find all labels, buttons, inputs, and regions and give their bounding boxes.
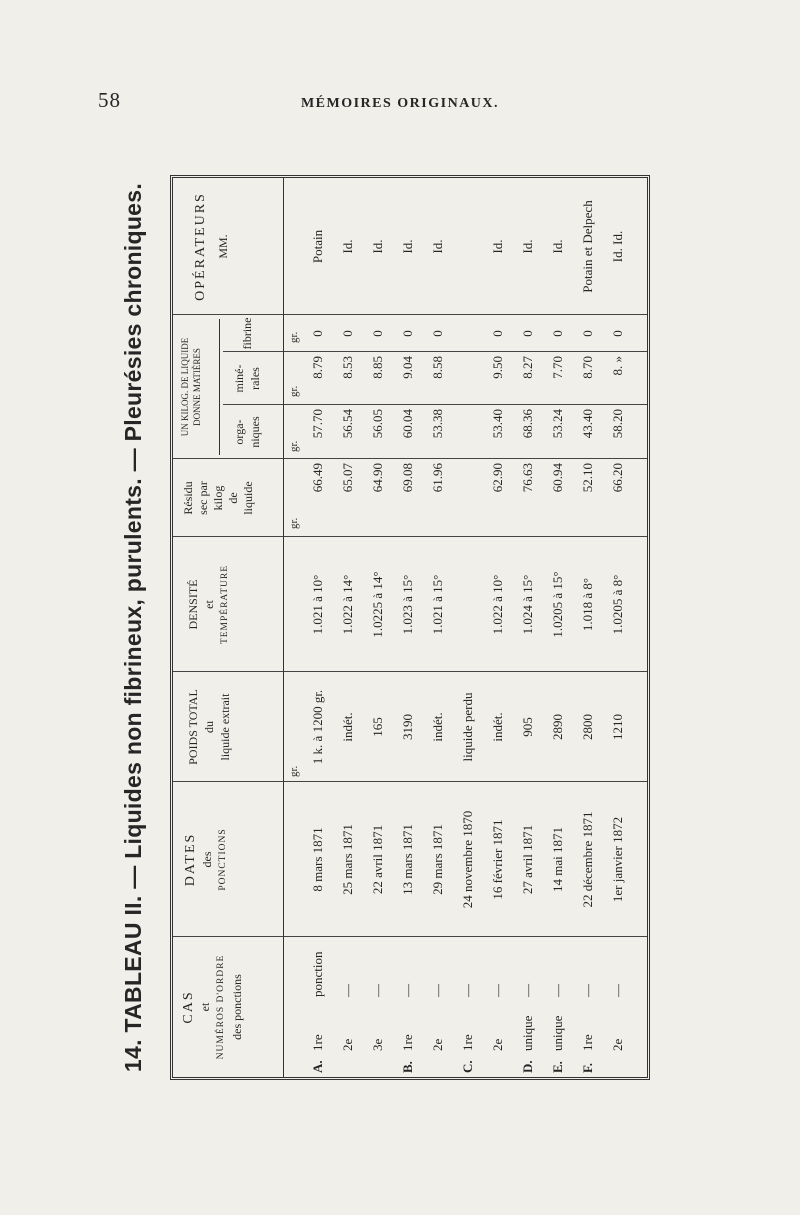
cell-minerales: 8.79 — [310, 356, 325, 379]
cell-letter — [605, 1051, 631, 1073]
cell-densite — [455, 537, 481, 672]
cell-date: 22 décembre 1871 — [580, 811, 595, 908]
cell-letter — [365, 1051, 391, 1073]
cell-date: 22 avril 1871 — [370, 824, 385, 895]
cell-suffix: — — [340, 984, 355, 997]
cell-poids: 3190 — [400, 714, 415, 740]
cell-ordre: 2e — [490, 1038, 505, 1051]
cell-date: 27 avril 1871 — [520, 824, 535, 895]
cell-letter: D. — [520, 1060, 535, 1073]
cell-suffix: — — [580, 984, 595, 997]
cell-suffix: — — [550, 984, 565, 997]
cell-residu: 66.49 — [310, 463, 325, 493]
cell-operateurs: Id. Id. — [610, 230, 625, 263]
cell-residu: 65.07 — [340, 463, 355, 493]
cell-residu — [455, 463, 481, 537]
cell-poids: 1 k. à 1200 gr. — [310, 689, 325, 765]
unit-residu: gr. — [288, 517, 300, 529]
cell-fibrine: 0 — [520, 330, 535, 337]
cell-fibrine: 0 — [310, 330, 325, 337]
cell-letter: F. — [580, 1063, 595, 1073]
cell-minerales: 8. » — [610, 356, 625, 376]
unit-fibrine: gr. — [288, 331, 300, 343]
cell-ordre: 2e — [430, 1038, 445, 1051]
cell-minerales: 8.85 — [370, 356, 385, 379]
cell-date: 8 mars 1871 — [310, 827, 325, 892]
cell-organiques: 53.24 — [550, 409, 565, 439]
cell-operateurs: Id. — [550, 239, 565, 254]
cell-residu: 52.10 — [580, 463, 595, 493]
cell-minerales: 9.04 — [400, 356, 415, 379]
cell-suffix: — — [610, 984, 625, 997]
cell-date: 14 mai 1871 — [550, 827, 565, 892]
cell-ordre: 2e — [610, 1038, 625, 1051]
cell-operateurs: Potain — [310, 229, 325, 264]
cell-residu: 64.90 — [370, 463, 385, 493]
cell-minerales: 8.53 — [340, 356, 355, 379]
cell-date: 29 mars 1871 — [430, 824, 445, 895]
header-fibrine: fibrine — [240, 317, 254, 350]
cell-densite: 1.021 à 15° — [430, 574, 445, 635]
cell-operateurs: Id. — [430, 239, 445, 254]
cell-poids: indét. — [490, 712, 505, 742]
cell-ordre: 1re — [400, 1034, 415, 1051]
cell-date: 13 mars 1871 — [400, 824, 415, 895]
header-poids: POIDS TOTAL du liquide extrait — [186, 689, 232, 765]
cell-fibrine: 0 — [580, 330, 595, 337]
cell-letter: C. — [460, 1060, 475, 1073]
cell-ordre: unique — [520, 1015, 535, 1051]
cell-ordre: 1re — [460, 1034, 475, 1051]
cell-minerales — [455, 356, 481, 405]
cell-suffix: — — [460, 984, 475, 997]
cell-poids: 2800 — [580, 714, 595, 740]
header-operateurs: OPÉRATEURS MM. — [193, 192, 230, 301]
rotated-table-block — [120, 175, 650, 1080]
cell-densite: 1.0205 à 8° — [610, 574, 625, 635]
cell-densite: 1.018 à 8° — [580, 577, 595, 632]
cell-residu: 62.90 — [490, 463, 505, 493]
cell-organiques: 68.36 — [520, 409, 535, 439]
cell-suffix: — — [400, 984, 415, 997]
unit-organiques: gr. — [288, 440, 300, 452]
cell-letter: A. — [310, 1060, 325, 1073]
cell-organiques: 43.40 — [580, 409, 595, 439]
cell-date: 25 mars 1871 — [340, 824, 355, 895]
cell-organiques: 57.70 — [310, 409, 325, 439]
cell-operateurs: Id. — [520, 239, 535, 254]
header-kilog-group: UN KILOG. DE LIQUIDE DONNE MATIÈRES — [180, 337, 202, 437]
unit-minerales: gr. — [288, 385, 300, 397]
cell-suffix: — — [520, 984, 535, 997]
cell-residu: 69.08 — [400, 463, 415, 493]
cell-suffix: — — [430, 984, 445, 997]
cell-suffix: ponction — [310, 951, 325, 997]
cell-poids: 165 — [370, 717, 385, 737]
cell-ordre: unique — [550, 1015, 565, 1051]
cell-fibrine: 0 — [340, 330, 355, 337]
cell-minerales: 9.50 — [490, 356, 505, 379]
cell-fibrine — [455, 315, 481, 352]
cell-operateurs: Id. — [370, 239, 385, 254]
cell-date: 24 novembre 1870 — [460, 810, 475, 909]
cell-letter — [335, 1051, 361, 1073]
cell-date: 16 février 1871 — [490, 819, 505, 900]
cell-minerales: 8.27 — [520, 356, 535, 379]
table-caption: 14. TABLEAU II. — Liquides non fibrineux, purulents. — Pleurésies chroniques. — [120, 182, 146, 1073]
cell-poids: 1210 — [610, 714, 625, 740]
cell-suffix: — — [370, 984, 385, 997]
cell-minerales: 8.70 — [580, 356, 595, 379]
cell-organiques: 60.04 — [400, 409, 415, 439]
cell-densite: 1.023 à 15° — [400, 574, 415, 635]
cell-operateurs: Potain et Delpech — [580, 200, 595, 293]
cell-organiques: 56.54 — [340, 409, 355, 439]
running-head: MÉMOIRES ORIGINAUX. — [300, 96, 500, 111]
cell-residu: 61.96 — [430, 463, 445, 493]
cell-residu: 76.63 — [520, 463, 535, 493]
cell-letter: E. — [550, 1061, 565, 1073]
cell-poids: indét. — [430, 712, 445, 742]
cell-fibrine: 0 — [550, 330, 565, 337]
cell-organiques: 56.05 — [370, 409, 385, 439]
cell-organiques: 58.20 — [610, 409, 625, 439]
cell-operateurs: Id. — [400, 239, 415, 254]
cell-poids: 2890 — [550, 714, 565, 740]
cell-densite: 1.021 à 10° — [310, 574, 325, 635]
data-table — [170, 175, 650, 1080]
cell-suffix: — — [490, 984, 505, 997]
cell-poids: indét. — [340, 712, 355, 742]
header-densite: DENSITÉ et TEMPÉRATURE — [186, 564, 230, 645]
cell-fibrine: 0 — [610, 330, 625, 337]
cell-residu: 66.20 — [610, 463, 625, 493]
cell-letter — [485, 1051, 511, 1073]
cell-ordre: 1re — [580, 1034, 595, 1051]
cell-fibrine: 0 — [400, 330, 415, 337]
cell-fibrine: 0 — [370, 330, 385, 337]
cell-densite: 1.0205 à 15° — [550, 571, 565, 638]
cell-poids: liquide perdu — [460, 692, 475, 762]
header-cas: CAS et NUMÉROS D'ORDRE des ponctions — [181, 954, 244, 1060]
cell-organiques — [455, 409, 481, 459]
header-dates: DATES des PONCTIONS — [183, 828, 228, 891]
cell-fibrine: 0 — [430, 330, 445, 337]
cell-date: 1er janvier 1872 — [610, 816, 625, 903]
header-organiques: orga- niques — [232, 416, 262, 448]
page-number: 58 — [98, 88, 121, 112]
cell-operateurs: Id. — [340, 239, 355, 254]
header-residu: Résidu sec par kilog de liquide — [181, 481, 255, 515]
cell-densite: 1.024 à 15° — [520, 574, 535, 635]
cell-densite: 1.0225 à 14° — [370, 571, 385, 638]
cell-operateurs: Id. — [490, 239, 505, 254]
cell-letter — [425, 1051, 451, 1073]
cell-densite: 1.022 à 10° — [490, 574, 505, 635]
cell-poids: 905 — [520, 717, 535, 737]
cell-fibrine: 0 — [490, 330, 505, 337]
cell-residu: 60.94 — [550, 463, 565, 493]
cell-letter: B. — [400, 1061, 415, 1073]
cell-ordre: 1re — [310, 1034, 325, 1051]
cell-densite: 1.022 à 14° — [340, 574, 355, 635]
cell-ordre: 3e — [370, 1038, 385, 1051]
cell-minerales: 8.58 — [430, 356, 445, 379]
cell-minerales: 7.70 — [550, 356, 565, 379]
cell-operateurs — [455, 178, 481, 315]
cell-organiques: 53.40 — [490, 409, 505, 439]
cell-ordre: 2e — [340, 1038, 355, 1051]
unit-poids: gr. — [288, 765, 300, 777]
cell-organiques: 53.38 — [430, 409, 445, 439]
header-minerales: miné- rales — [232, 364, 262, 393]
